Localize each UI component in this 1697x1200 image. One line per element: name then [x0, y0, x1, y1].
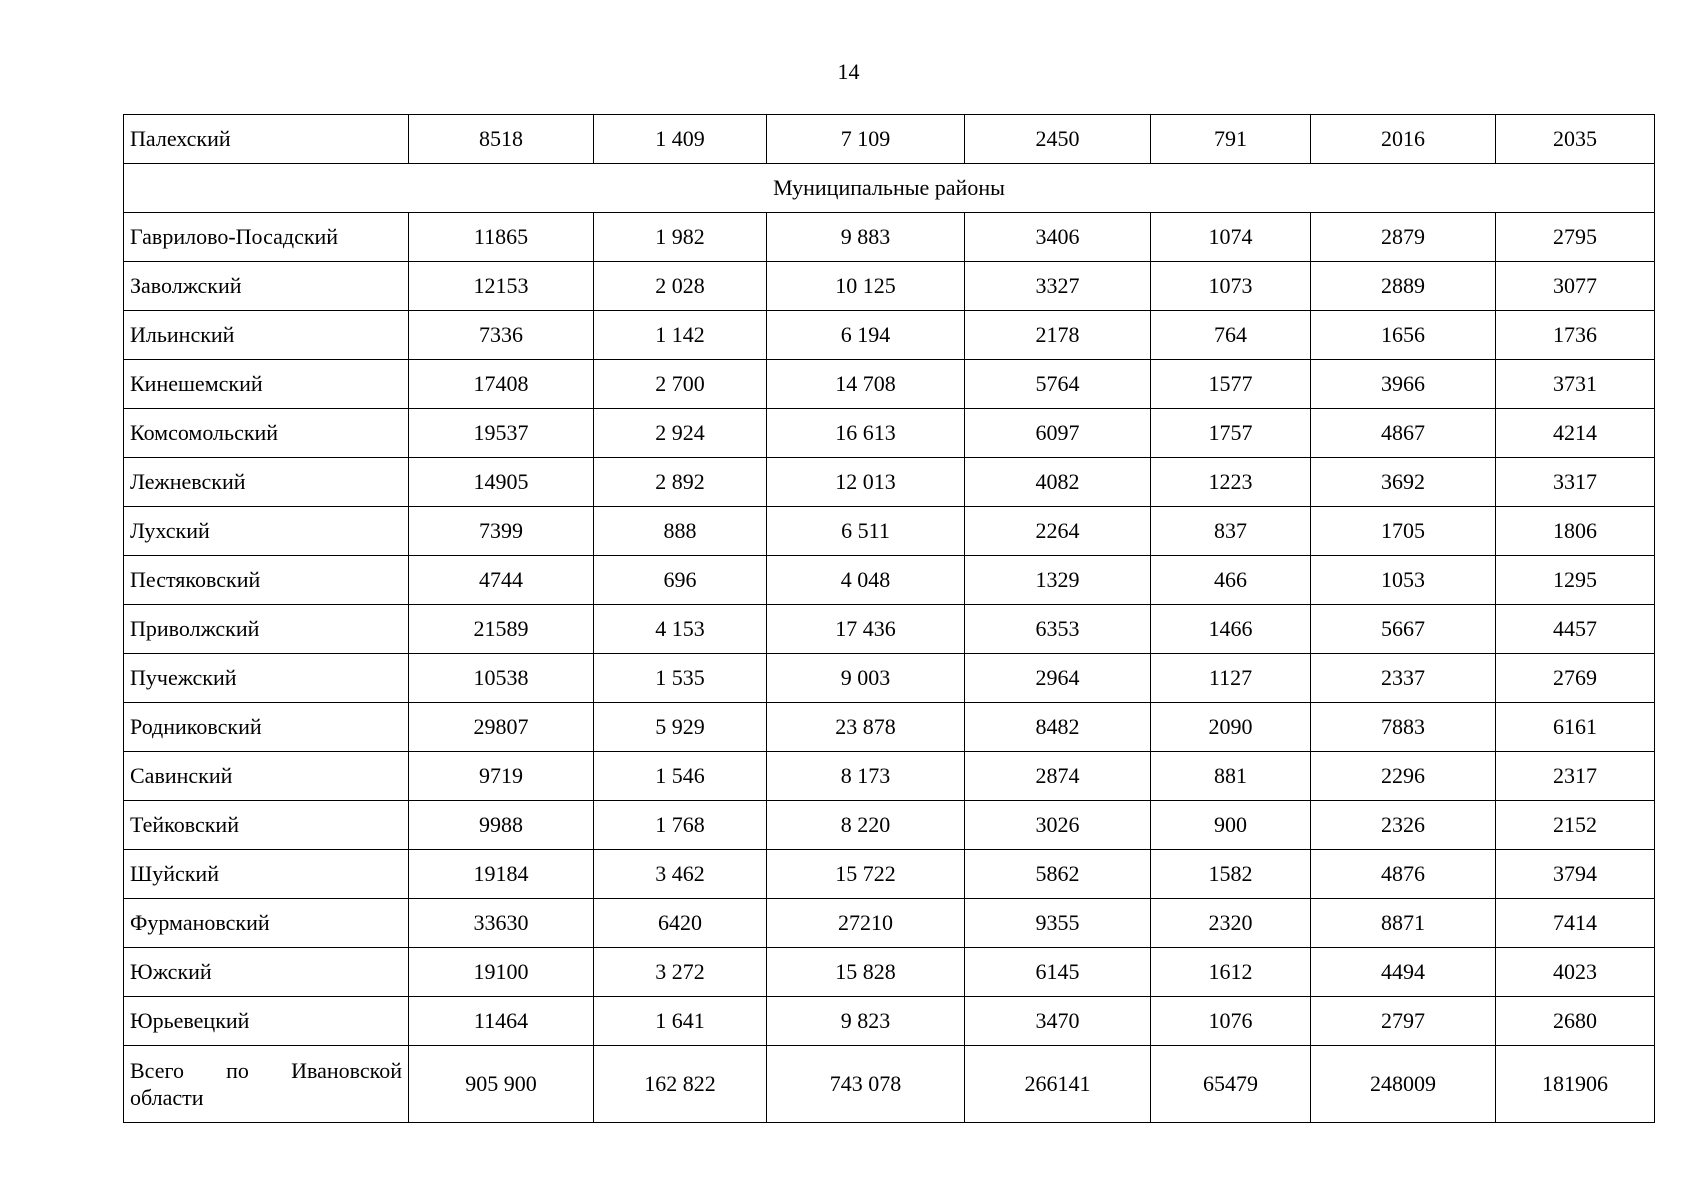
- value-cell: 900: [1151, 801, 1311, 850]
- value-cell: 8482: [965, 703, 1151, 752]
- value-cell: 2879: [1311, 213, 1496, 262]
- value-cell: 3 272: [594, 948, 767, 997]
- value-cell: 1 546: [594, 752, 767, 801]
- value-cell: 6161: [1496, 703, 1655, 752]
- table-row: [124, 752, 1655, 801]
- value-cell: 2178: [965, 311, 1151, 360]
- district-name: Южский: [124, 948, 409, 997]
- value-cell: 8 220: [767, 801, 965, 850]
- value-cell: 8 173: [767, 752, 965, 801]
- district-name: Комсомольский: [124, 409, 409, 458]
- value-cell: 2795: [1496, 213, 1655, 262]
- value-cell: 7336: [409, 311, 594, 360]
- district-name: Юрьевецкий: [124, 997, 409, 1046]
- value-cell: 3406: [965, 213, 1151, 262]
- value-cell: 2264: [965, 507, 1151, 556]
- value-cell: 17 436: [767, 605, 965, 654]
- value-cell: 1806: [1496, 507, 1655, 556]
- value-cell: 888: [594, 507, 767, 556]
- value-cell: 1 535: [594, 654, 767, 703]
- value-cell: 6 194: [767, 311, 965, 360]
- table-row: [124, 703, 1655, 752]
- table-row: [124, 360, 1655, 409]
- value-cell: 1577: [1151, 360, 1311, 409]
- value-cell: 19537: [409, 409, 594, 458]
- value-cell: 4 048: [767, 556, 965, 605]
- value-cell: 2337: [1311, 654, 1496, 703]
- value-cell: 3 462: [594, 850, 767, 899]
- value-cell: 15 828: [767, 948, 965, 997]
- value-cell: 2035: [1496, 115, 1655, 164]
- data-table: [123, 114, 1655, 1123]
- value-cell: 2680: [1496, 997, 1655, 1046]
- value-cell: 1223: [1151, 458, 1311, 507]
- value-cell: 2152: [1496, 801, 1655, 850]
- value-cell: 2 028: [594, 262, 767, 311]
- section-title: Муниципальные районы: [124, 164, 1655, 213]
- district-name: Родниковский: [124, 703, 409, 752]
- value-cell: 9 003: [767, 654, 965, 703]
- value-cell: 3966: [1311, 360, 1496, 409]
- value-cell: 2964: [965, 654, 1151, 703]
- value-cell: 2 892: [594, 458, 767, 507]
- value-cell: 14905: [409, 458, 594, 507]
- value-cell: 15 722: [767, 850, 965, 899]
- value-cell: 2769: [1496, 654, 1655, 703]
- value-cell: 11464: [409, 997, 594, 1046]
- district-name: Заволжский: [124, 262, 409, 311]
- district-name: Палехский: [124, 115, 409, 164]
- value-cell: 3327: [965, 262, 1151, 311]
- value-cell: 6353: [965, 605, 1151, 654]
- total-label: Всего по Ивановской области: [124, 1046, 409, 1123]
- value-cell: 6145: [965, 948, 1151, 997]
- value-cell: 9355: [965, 899, 1151, 948]
- district-name: Лухский: [124, 507, 409, 556]
- table-row: [124, 458, 1655, 507]
- district-name: Ильинский: [124, 311, 409, 360]
- value-cell: 764: [1151, 311, 1311, 360]
- value-cell: 1582: [1151, 850, 1311, 899]
- value-cell: 1 641: [594, 997, 767, 1046]
- value-cell: 2874: [965, 752, 1151, 801]
- value-cell: 466: [1151, 556, 1311, 605]
- value-cell: 266141: [965, 1046, 1151, 1123]
- table-body: [124, 115, 1655, 1123]
- value-cell: 9719: [409, 752, 594, 801]
- value-cell: 5 929: [594, 703, 767, 752]
- value-cell: 11865: [409, 213, 594, 262]
- value-cell: 65479: [1151, 1046, 1311, 1123]
- value-cell: 5862: [965, 850, 1151, 899]
- value-cell: 6 511: [767, 507, 965, 556]
- value-cell: 1 982: [594, 213, 767, 262]
- page-number: 14: [837, 59, 860, 84]
- value-cell: 6097: [965, 409, 1151, 458]
- value-cell: 1656: [1311, 311, 1496, 360]
- value-cell: 2326: [1311, 801, 1496, 850]
- value-cell: 3317: [1496, 458, 1655, 507]
- district-name: Савинский: [124, 752, 409, 801]
- table-row: [124, 850, 1655, 899]
- value-cell: 7883: [1311, 703, 1496, 752]
- value-cell: 33630: [409, 899, 594, 948]
- section-header-row: [124, 164, 1655, 213]
- value-cell: 1 142: [594, 311, 767, 360]
- value-cell: 27210: [767, 899, 965, 948]
- value-cell: 743 078: [767, 1046, 965, 1123]
- value-cell: 2797: [1311, 997, 1496, 1046]
- value-cell: 7 109: [767, 115, 965, 164]
- value-cell: 1757: [1151, 409, 1311, 458]
- value-cell: 248009: [1311, 1046, 1496, 1123]
- value-cell: 5764: [965, 360, 1151, 409]
- value-cell: 6420: [594, 899, 767, 948]
- value-cell: 3026: [965, 801, 1151, 850]
- value-cell: 905 900: [409, 1046, 594, 1123]
- value-cell: 1 409: [594, 115, 767, 164]
- value-cell: 2296: [1311, 752, 1496, 801]
- value-cell: 1073: [1151, 262, 1311, 311]
- table-row: [124, 997, 1655, 1046]
- district-name: Пучежский: [124, 654, 409, 703]
- value-cell: 3077: [1496, 262, 1655, 311]
- value-cell: 2090: [1151, 703, 1311, 752]
- value-cell: 14 708: [767, 360, 965, 409]
- district-name: Гаврилово-Посадский: [124, 213, 409, 262]
- value-cell: 2317: [1496, 752, 1655, 801]
- value-cell: 837: [1151, 507, 1311, 556]
- table-row: [124, 654, 1655, 703]
- district-name: Кинешемский: [124, 360, 409, 409]
- value-cell: 4744: [409, 556, 594, 605]
- table-row: [124, 311, 1655, 360]
- value-cell: 10 125: [767, 262, 965, 311]
- district-name: Лежневский: [124, 458, 409, 507]
- value-cell: 1053: [1311, 556, 1496, 605]
- value-cell: 881: [1151, 752, 1311, 801]
- value-cell: 9 823: [767, 997, 965, 1046]
- table-row: [124, 801, 1655, 850]
- value-cell: 3794: [1496, 850, 1655, 899]
- value-cell: 1127: [1151, 654, 1311, 703]
- value-cell: 4 153: [594, 605, 767, 654]
- table-row: [124, 556, 1655, 605]
- district-name: Шуйский: [124, 850, 409, 899]
- value-cell: 8871: [1311, 899, 1496, 948]
- value-cell: 2450: [965, 115, 1151, 164]
- district-name: Пестяковский: [124, 556, 409, 605]
- value-cell: 19100: [409, 948, 594, 997]
- value-cell: 1705: [1311, 507, 1496, 556]
- table-row: [124, 948, 1655, 997]
- district-name: Тейковский: [124, 801, 409, 850]
- table-row: [124, 605, 1655, 654]
- value-cell: 5667: [1311, 605, 1496, 654]
- value-cell: 12 013: [767, 458, 965, 507]
- value-cell: 1736: [1496, 311, 1655, 360]
- value-cell: 2 924: [594, 409, 767, 458]
- district-name: Приволжский: [124, 605, 409, 654]
- value-cell: 2320: [1151, 899, 1311, 948]
- value-cell: 19184: [409, 850, 594, 899]
- value-cell: 1612: [1151, 948, 1311, 997]
- table-row: [124, 213, 1655, 262]
- table-row: [124, 409, 1655, 458]
- value-cell: 4214: [1496, 409, 1655, 458]
- value-cell: 162 822: [594, 1046, 767, 1123]
- value-cell: 696: [594, 556, 767, 605]
- table-row: [124, 899, 1655, 948]
- value-cell: 3692: [1311, 458, 1496, 507]
- value-cell: 2 700: [594, 360, 767, 409]
- value-cell: 2016: [1311, 115, 1496, 164]
- value-cell: 7399: [409, 507, 594, 556]
- value-cell: 17408: [409, 360, 594, 409]
- value-cell: 3470: [965, 997, 1151, 1046]
- value-cell: 8518: [409, 115, 594, 164]
- value-cell: 1466: [1151, 605, 1311, 654]
- value-cell: 9 883: [767, 213, 965, 262]
- value-cell: 9988: [409, 801, 594, 850]
- value-cell: 10538: [409, 654, 594, 703]
- value-cell: 2889: [1311, 262, 1496, 311]
- value-cell: 7414: [1496, 899, 1655, 948]
- value-cell: 181906: [1496, 1046, 1655, 1123]
- value-cell: 791: [1151, 115, 1311, 164]
- value-cell: 4023: [1496, 948, 1655, 997]
- value-cell: 1076: [1151, 997, 1311, 1046]
- value-cell: 4082: [965, 458, 1151, 507]
- table-row: [124, 262, 1655, 311]
- value-cell: 21589: [409, 605, 594, 654]
- value-cell: 4494: [1311, 948, 1496, 997]
- value-cell: 4867: [1311, 409, 1496, 458]
- value-cell: 12153: [409, 262, 594, 311]
- value-cell: 16 613: [767, 409, 965, 458]
- value-cell: 1 768: [594, 801, 767, 850]
- value-cell: 29807: [409, 703, 594, 752]
- district-name: Фурмановский: [124, 899, 409, 948]
- total-row: [124, 1046, 1655, 1123]
- value-cell: 1329: [965, 556, 1151, 605]
- value-cell: 1074: [1151, 213, 1311, 262]
- value-cell: 3731: [1496, 360, 1655, 409]
- value-cell: 23 878: [767, 703, 965, 752]
- table-row: [124, 115, 1655, 164]
- table-row: [124, 507, 1655, 556]
- value-cell: 1295: [1496, 556, 1655, 605]
- value-cell: 4457: [1496, 605, 1655, 654]
- value-cell: 4876: [1311, 850, 1496, 899]
